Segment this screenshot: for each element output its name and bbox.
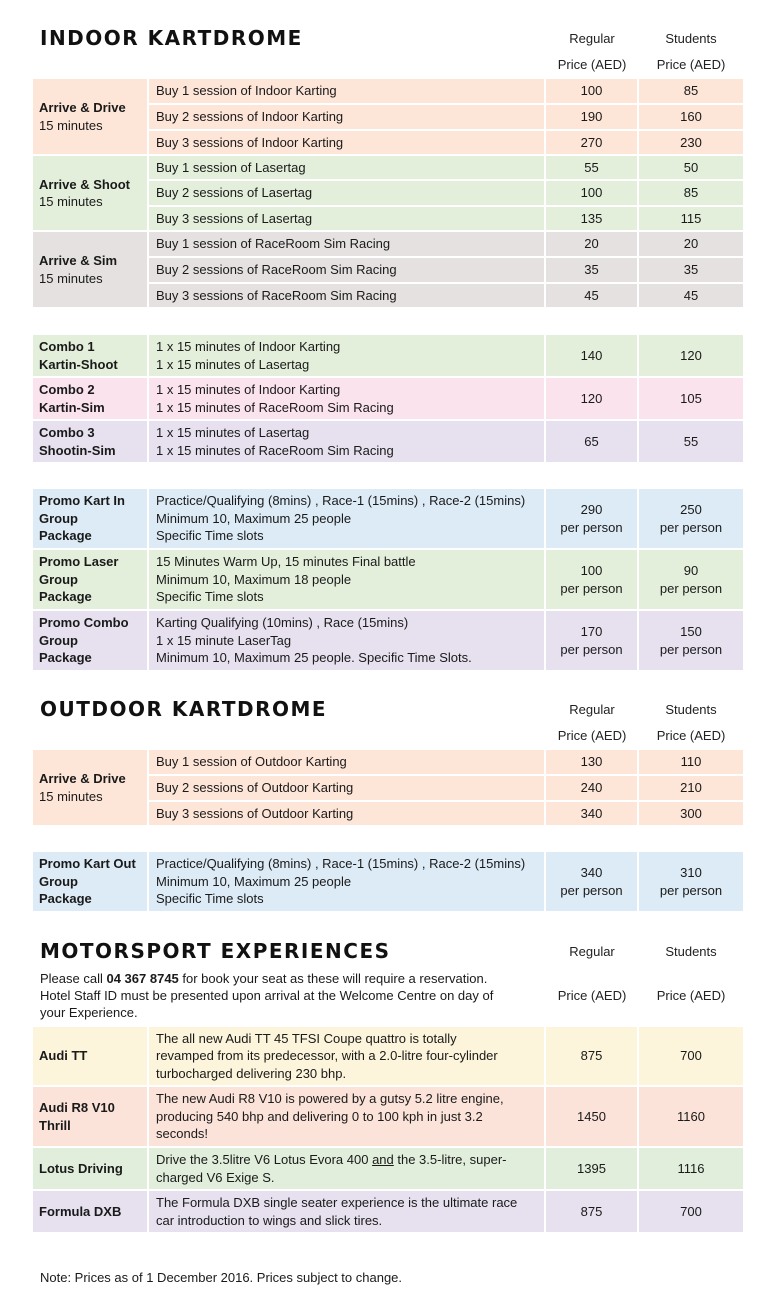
indoor-students-header: Students <box>665 31 717 46</box>
combo-name-line: Kartin-Shoot <box>39 356 118 372</box>
promo-laser-name <box>33 550 147 609</box>
price-value: 310 <box>680 865 702 880</box>
promo-name-line: Promo Combo <box>39 615 129 631</box>
price-value: 340 <box>580 865 603 880</box>
exp-desc-line: revamped from its predecessor, with a 2.0-litre four-cylinder <box>156 1048 498 1064</box>
student-price: 1116 <box>639 1148 743 1189</box>
price-unit: per person <box>659 641 723 657</box>
promo-desc-line: 1 x 15 minute LaserTag <box>156 632 292 648</box>
combo-desc-line: 1 x 15 minutes of Indoor Karting <box>156 339 341 354</box>
exp-desc-line: car introduction to wings and slick tires. <box>156 1212 383 1228</box>
promo-desc-line: Practice/Qualifying (8mins) , Race-1 (15mins) , Race-2 (15mins) <box>156 493 526 509</box>
motorsport-intro <box>40 970 540 1021</box>
intro-text: your Experience. <box>40 1005 138 1020</box>
audi-r8-name <box>33 1087 147 1146</box>
student-price: 115 <box>639 207 743 230</box>
exp-name-line: Thrill <box>39 1117 71 1133</box>
combo-1-desc <box>149 335 544 376</box>
price-value: 250 <box>680 502 702 517</box>
price-unit: per person <box>659 882 723 898</box>
student-price: 85 <box>639 181 743 205</box>
regular-price: 190 <box>546 105 637 129</box>
exp-desc-line: charged V6 Exige S. <box>156 1169 275 1185</box>
promo-name-line: Group <box>39 510 78 526</box>
row-desc: Buy 2 sessions of Lasertag <box>149 181 544 205</box>
regular-price: 130 <box>546 750 637 774</box>
price-value: 90 <box>683 563 699 578</box>
motorsport-students-header: Students <box>665 944 717 959</box>
student-price: 105 <box>639 378 743 419</box>
regular-price: 120 <box>546 378 637 419</box>
row-desc: Buy 2 sessions of RaceRoom Sim Racing <box>149 258 544 282</box>
group-duration: 15 minutes <box>39 117 103 133</box>
price-value: 290 <box>580 502 603 517</box>
regular-price: 135 <box>546 207 637 230</box>
promo-name-line: Group <box>39 571 78 587</box>
student-price: 1160 <box>639 1087 743 1146</box>
student-price: 300 <box>639 802 743 825</box>
student-price <box>639 489 743 548</box>
promo-desc-line: Minimum 10, Maximum 25 people <box>156 873 352 889</box>
regular-price <box>546 611 637 670</box>
regular-price <box>546 550 637 609</box>
intro-text: for book your seat as these will require a reservation. <box>178 971 488 986</box>
price-unit: per person <box>560 519 623 535</box>
promo-kart-in-name <box>33 489 147 548</box>
outdoor-regular-header: Regular <box>569 702 615 717</box>
combo-2-name <box>33 378 147 419</box>
promo-combo-desc <box>149 611 544 670</box>
student-price <box>639 550 743 609</box>
student-price: 85 <box>639 79 743 103</box>
promo-kart-out-desc <box>149 852 544 911</box>
row-desc: Buy 1 session of Indoor Karting <box>149 79 544 103</box>
combo-name-line: Kartin-Sim <box>39 399 105 415</box>
outdoor-regular-subheader: Price (AED) <box>557 728 627 743</box>
regular-price: 340 <box>546 802 637 825</box>
promo-kart-out-name <box>33 852 147 911</box>
group-name: Arrive & Sim <box>39 253 118 268</box>
student-price: 230 <box>639 131 743 154</box>
price-unit: per person <box>659 580 723 596</box>
promo-name-line: Promo Laser <box>39 554 119 570</box>
promo-name-line: Package <box>39 650 92 666</box>
indoor-students-subheader: Price (AED) <box>656 57 726 72</box>
student-price: 160 <box>639 105 743 129</box>
student-price <box>639 611 743 670</box>
lotus-name: Lotus Driving <box>33 1148 147 1189</box>
lotus-desc <box>149 1148 544 1189</box>
row-desc: Buy 2 sessions of Indoor Karting <box>149 105 544 129</box>
row-desc: Buy 1 session of Lasertag <box>149 156 544 179</box>
group-name: Arrive & Drive <box>39 100 126 115</box>
combo-2-desc <box>149 378 544 419</box>
row-desc: Buy 2 sessions of Outdoor Karting <box>149 776 544 800</box>
combo-3-name <box>33 421 147 462</box>
combo-desc-line: 1 x 15 minutes of RaceRoom Sim Racing <box>156 442 394 458</box>
exp-desc-emphasis: and <box>372 1152 394 1167</box>
regular-price <box>546 489 637 548</box>
price-unit: per person <box>560 882 623 898</box>
promo-desc-line: Karting Qualifying (10mins) , Race (15mins) <box>156 615 409 631</box>
exp-name-line: Audi R8 V10 <box>39 1100 115 1115</box>
regular-price: 35 <box>546 258 637 282</box>
regular-price: 45 <box>546 284 637 307</box>
motorsport-regular-subheader: Price (AED) <box>557 988 627 1003</box>
promo-kart-in-desc <box>149 489 544 548</box>
regular-price: 1395 <box>546 1148 637 1189</box>
regular-price: 100 <box>546 181 637 205</box>
combo-1-name <box>33 335 147 376</box>
promo-desc-line: Specific Time slots <box>156 528 264 544</box>
intro-text: Please call <box>40 971 107 986</box>
student-price <box>639 852 743 911</box>
promo-name-line: Package <box>39 589 92 605</box>
outdoor-students-header: Students <box>665 702 717 717</box>
formula-dxb-desc <box>149 1191 544 1232</box>
regular-price: 65 <box>546 421 637 462</box>
row-desc: Buy 1 session of RaceRoom Sim Racing <box>149 232 544 256</box>
student-price: 210 <box>639 776 743 800</box>
regular-price: 140 <box>546 335 637 376</box>
outdoor-title: OUTDOOR KARTDROME <box>40 697 328 721</box>
indoor-regular-header: Regular <box>569 31 615 46</box>
promo-name-line: Group <box>39 632 78 648</box>
combo-desc-line: 1 x 15 minutes of RaceRoom Sim Racing <box>156 399 394 415</box>
regular-price: 55 <box>546 156 637 179</box>
promo-desc-line: 15 Minutes Warm Up, 15 minutes Final battle <box>156 554 416 570</box>
promo-combo-name <box>33 611 147 670</box>
exp-desc-line: The Formula DXB single seater experience is the ultimate race <box>156 1195 518 1210</box>
phone-number[interactable]: 04 367 8745 <box>106 971 179 986</box>
promo-desc-line: Practice/Qualifying (8mins) , Race-1 (15mins) , Race-2 (15mins) <box>156 856 526 872</box>
student-price: 50 <box>639 156 743 179</box>
promo-name-line: Promo Kart In <box>39 493 125 509</box>
exp-desc-line: The all new Audi TT 45 TFSI Coupe quattro is totally <box>156 1030 457 1046</box>
student-price: 55 <box>639 421 743 462</box>
promo-name-line: Package <box>39 528 92 544</box>
price-value: 170 <box>580 624 603 639</box>
regular-price: 20 <box>546 232 637 256</box>
promo-desc-line: Minimum 10, Maximum 25 people <box>156 510 352 526</box>
promo-laser-desc <box>149 550 544 609</box>
regular-price: 1450 <box>546 1087 637 1146</box>
group-name: Arrive & Shoot <box>39 176 131 192</box>
combo-3-desc <box>149 421 544 462</box>
motorsport-regular-header: Regular <box>569 944 615 959</box>
price-unit: per person <box>560 580 623 596</box>
audi-tt-name: Audi TT <box>33 1027 147 1085</box>
motorsport-students-subheader: Price (AED) <box>656 988 726 1003</box>
row-desc: Buy 1 session of Outdoor Karting <box>149 750 544 774</box>
student-price: 45 <box>639 284 743 307</box>
regular-price: 875 <box>546 1027 637 1085</box>
price-value: 100 <box>580 563 603 578</box>
group-arrive-sim <box>33 232 147 307</box>
price-unit: per person <box>560 641 623 657</box>
regular-price: 875 <box>546 1191 637 1232</box>
regular-price: 270 <box>546 131 637 154</box>
row-desc: Buy 3 sessions of Indoor Karting <box>149 131 544 154</box>
combo-name-line: Combo 2 <box>39 382 95 397</box>
student-price: 120 <box>639 335 743 376</box>
promo-name-line: Promo Kart Out <box>39 856 136 872</box>
promo-desc-line: Specific Time slots <box>156 891 264 907</box>
price-value: 150 <box>680 624 702 639</box>
group-name: Arrive & Drive <box>39 771 126 786</box>
group-duration: 15 minutes <box>39 788 103 804</box>
promo-desc-line: Specific Time slots <box>156 589 264 605</box>
exp-desc-line: The new Audi R8 V10 is powered by a gutsy 5.2 litre engine, <box>156 1091 504 1107</box>
formula-dxb-name: Formula DXB <box>33 1191 147 1232</box>
group-outdoor-arrive-drive <box>33 750 147 825</box>
group-arrive-shoot <box>33 156 147 230</box>
combo-name-line: Combo 1 <box>39 339 95 354</box>
price-unit: per person <box>659 519 723 535</box>
footer-note: Note: Prices as of 1 December 2016. Prices subject to change. <box>40 1270 403 1285</box>
combo-desc-line: 1 x 15 minutes of Indoor Karting <box>156 382 341 397</box>
combo-name-line: Combo 3 <box>39 425 95 440</box>
exp-desc-line: seconds! <box>156 1126 209 1142</box>
student-price: 20 <box>639 232 743 256</box>
student-price: 110 <box>639 750 743 774</box>
exp-desc-line: turbocharged delivering 230 bhp. <box>156 1065 347 1081</box>
promo-desc-line: Minimum 10, Maximum 18 people <box>156 571 352 587</box>
outdoor-students-subheader: Price (AED) <box>656 728 726 743</box>
combo-desc-line: 1 x 15 minutes of Lasertag <box>156 356 310 372</box>
audi-tt-desc <box>149 1027 544 1085</box>
indoor-title: INDOOR KARTDROME <box>40 26 303 50</box>
student-price: 35 <box>639 258 743 282</box>
student-price: 700 <box>639 1027 743 1085</box>
row-desc: Buy 3 sessions of Outdoor Karting <box>149 802 544 825</box>
audi-r8-desc <box>149 1087 544 1146</box>
promo-name-line: Package <box>39 891 92 907</box>
row-desc: Buy 3 sessions of Lasertag <box>149 207 544 230</box>
exp-desc-line: producing 540 bhp and delivering 0 to 100 kph in just 3.2 <box>156 1108 483 1124</box>
row-desc: Buy 3 sessions of RaceRoom Sim Racing <box>149 284 544 307</box>
indoor-regular-subheader: Price (AED) <box>557 57 627 72</box>
group-arrive-drive <box>33 79 147 154</box>
promo-desc-line: Minimum 10, Maximum 25 people. Specific Time Slots. <box>156 650 472 666</box>
combo-desc-line: 1 x 15 minutes of Lasertag <box>156 425 310 440</box>
regular-price: 240 <box>546 776 637 800</box>
regular-price: 100 <box>546 79 637 103</box>
exp-desc-text: the 3.5-litre, super- <box>393 1152 507 1167</box>
promo-name-line: Group <box>39 873 78 889</box>
group-duration: 15 minutes <box>39 194 103 209</box>
combo-name-line: Shootin-Sim <box>39 442 116 458</box>
exp-desc-text: Drive the 3.5litre V6 Lotus Evora 400 <box>156 1152 373 1167</box>
student-price: 700 <box>639 1191 743 1232</box>
intro-text: Hotel Staff ID must be presented upon arrival at the Welcome Centre on day of <box>40 988 494 1003</box>
group-duration: 15 minutes <box>39 270 103 286</box>
regular-price <box>546 852 637 911</box>
motorsport-title: MOTORSPORT EXPERIENCES <box>40 939 391 963</box>
